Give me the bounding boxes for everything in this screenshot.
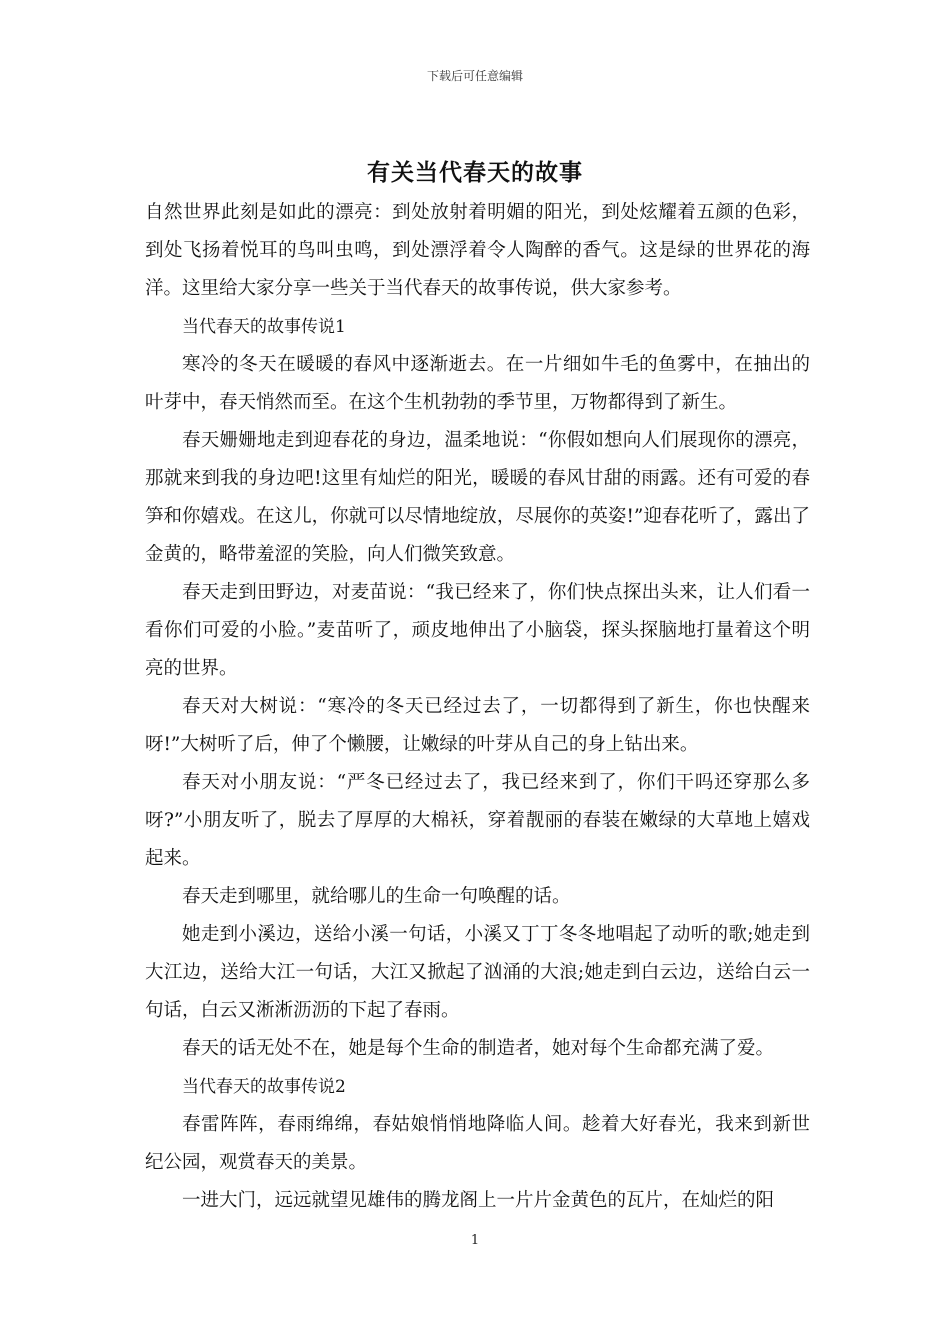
paragraph: 一进大门，远远就望见雄伟的腾龙阁上一片片金黄色的瓦片，在灿烂的阳 [182, 1190, 775, 1211]
page-number: 1 [470, 1233, 480, 1248]
paragraph: 她走到小溪边，送给小溪一句话，小溪又丁丁冬冬地唱起了动听的歌;她走到大江边，送给大江一句话，大江又掀起了汹涌的大浪;她走到白云边，送给白云一句话，白云又淅淅沥沥的下起了春雨。 [145, 924, 810, 1021]
document-title: 有关当代春天的故事 [367, 159, 583, 186]
document-body [145, 194, 810, 1220]
paragraph: 春天走到哪里，就给哪儿的生命一句唤醒的话。 [182, 886, 571, 907]
paragraph: 春天对小朋友说：“严冬已经过去了，我已经来到了，你们干吗还穿那么多呀?”小朋友听了，脱去了厚厚的大棉袄，穿着靓丽的春装在嫩绿的大草地上嬉戏起来。 [145, 772, 810, 869]
paragraph: 寒冷的冬天在暖暖的春风中逐渐逝去。在一片细如牛毛的鱼雾中，在抽出的叶芽中，春天悄然而至。在这个生机勃勃的季节里，万物都得到了新生。 [145, 354, 810, 413]
paragraph: 春天姗姗地走到迎春花的身边，温柔地说：“你假如想向人们展现你的漂亮，那就来到我的身边吧!这里有灿烂的阳光，暖暖的春风甘甜的雨露。还有可爱的春笋和你嬉戏。在这儿，你就可以尽情地绽放，尽展你的英姿!”迎春花听了，露出了金黄的，略带羞涩的笑脸，向人们微笑致意。 [145, 430, 811, 565]
paragraph: 春天对大树说：“寒冷的冬天已经过去了，一切都得到了新生，你也快醒来呀!”大树听了后，伸了个懒腰，让嫩绿的叶芽从自己的身上钻出来。 [145, 696, 810, 755]
paragraph: 春天走到田野边，对麦苗说：“我已经来了，你们快点探出头来，让人们看一看你们可爱的小脸。”麦苗听了，顽皮地伸出了小脑袋，探头探脑地打量着这个明亮的世界。 [145, 582, 810, 679]
section-heading: 当代春天的故事传说2 [182, 1077, 346, 1097]
paragraph: 自然世界此刻是如此的漂亮：到处放射着明媚的阳光，到处炫耀着五颜的色彩，到处飞扬着悦耳的鸟叫虫鸣，到处漂浮着令人陶醉的香气。这是绿的世界花的海洋。这里给大家分享一些关于当代春天的故事传说，供大家参考。 [145, 202, 810, 299]
paragraph: 春雷阵阵，春雨绵绵，春姑娘悄悄地降临人间。趁着大好春光，我来到新世纪公园，观赏春天的美景。 [145, 1114, 810, 1173]
section-heading: 当代春天的故事传说1 [182, 317, 346, 337]
page-header: 下载后可任意编辑 [426, 69, 523, 83]
paragraph: 春天的话无处不在，她是每个生命的制造者，她对每个生命都充满了爱。 [182, 1038, 775, 1059]
